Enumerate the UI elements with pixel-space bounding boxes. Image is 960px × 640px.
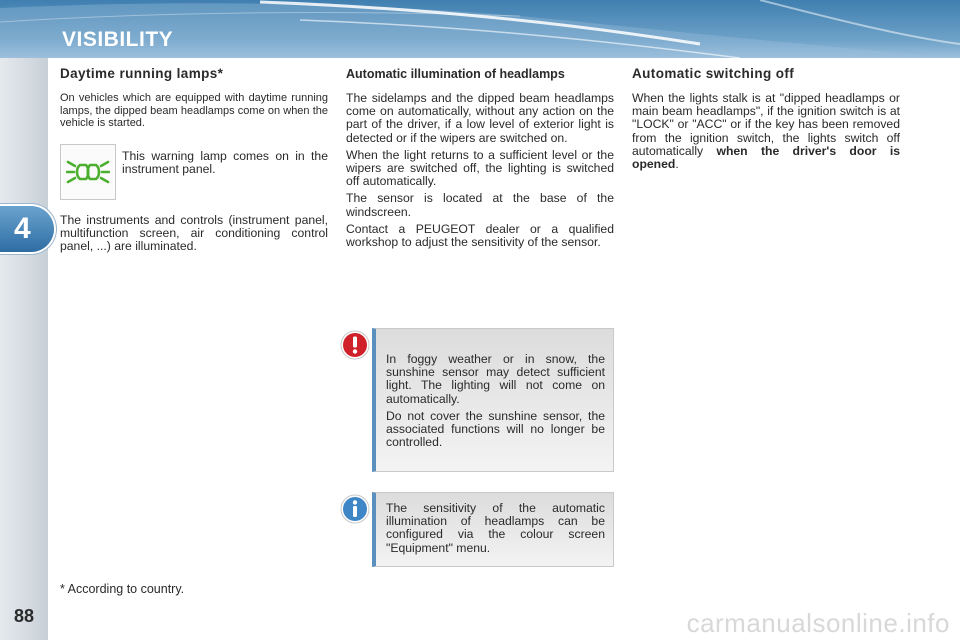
- daytime-outro-text: The instruments and controls (instrument panel, multifunction screen, air conditioning control panel, ...) are illuminated.: [60, 212, 328, 253]
- warning-lamp-row: [60, 144, 328, 200]
- daytime-running-lamps-heading: Daytime running lamps*: [60, 66, 224, 81]
- auto-switch-off-text-end: .: [675, 157, 679, 172]
- chapter-tab: [0, 206, 54, 252]
- footnote: * According to country.: [60, 582, 185, 596]
- page-title: VISIBILITY: [62, 28, 174, 51]
- daytime-running-lamps-section: [60, 66, 328, 257]
- automatic-switching-off-heading: Automatic switching off: [632, 66, 795, 81]
- warning-callout-box: [372, 328, 614, 472]
- warning-lamp-description: This warning lamp comes on in the instrument panel.: [122, 148, 328, 176]
- watermark-text: carmanualsonline.info: [686, 608, 950, 638]
- automatic-illumination-heading: Automatic illumination of headlamps: [346, 67, 565, 81]
- daytime-running-lamp-icon: [60, 144, 116, 200]
- auto-switch-off-emphasis: when the driver's door is opened: [632, 143, 901, 172]
- chapter-number: 4: [14, 212, 31, 245]
- left-margin-rail: [0, 58, 48, 640]
- auto-illumination-paragraph: When the light returns to a sufficient level or the wipers are switched off, the lighting is switched off automatically.: [346, 147, 614, 189]
- auto-illumination-paragraph: Contact a PEUGEOT dealer or a qualified workshop to adjust the sensitivity of the sensor.: [346, 221, 614, 250]
- daytime-intro-text: On vehicles which are equipped with daytime running lamps, the dipped beam headlamps come on when the vehicle is started.: [60, 92, 328, 129]
- header-banner: [0, 0, 960, 58]
- auto-switch-off-text: [632, 92, 900, 171]
- warning-paragraph: Do not cover the sunshine sensor, the associated functions will no longer be controlled.: [386, 408, 605, 450]
- info-callout-box: [372, 492, 614, 567]
- auto-illumination-paragraph: The sidelamps and the dipped beam headlamps come on automatically, without any action on the part of the driver, if a low level of exterior light is detected or if the wipers are switched on.: [346, 91, 614, 145]
- auto-switch-off-text-start: When the lights stalk is at "dipped headlamps or main beam headlamps", if the ignition switch is at "LOCK" or "ACC" or if the key has been removed from the ignition switch, the lights switch off automatically: [632, 91, 900, 158]
- info-text: The sensitivity of the automatic illumination of headlamps can be configured via the colour screen "Equipment" menu.: [386, 501, 605, 555]
- exclamation-warning-icon: [340, 330, 370, 365]
- automatic-illumination-section: [346, 66, 614, 253]
- warning-paragraph: In foggy weather or in snow, the sunshine sensor may detect sufficient light. The lighting will not come on automatically.: [386, 352, 605, 406]
- automatic-switching-off-section: [632, 66, 900, 175]
- info-icon: [340, 494, 370, 529]
- auto-illumination-paragraph: The sensor is located at the base of the windscreen.: [346, 191, 614, 219]
- page-number: 88: [14, 606, 35, 626]
